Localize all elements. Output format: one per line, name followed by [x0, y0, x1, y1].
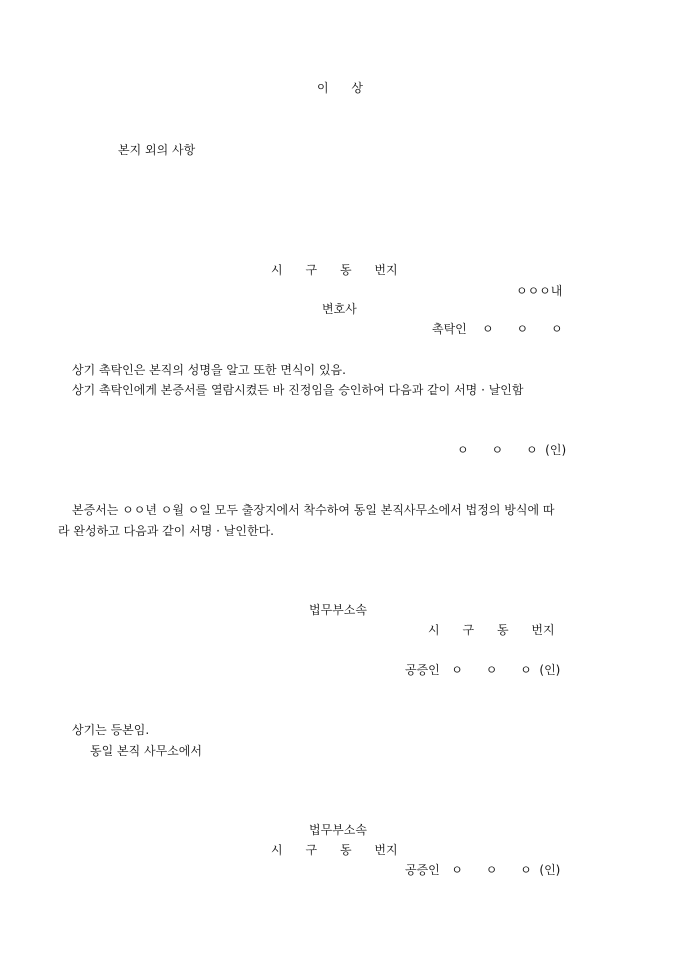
signature-line: ㅇ ㅇ ㅇ (인) — [457, 443, 567, 457]
statement-line: 상기 촉탁인은 본직의 성명을 알고 또한 면식이 있음. — [72, 363, 346, 377]
certified-note: 상기는 등본임. — [72, 723, 150, 737]
address-line: 시 구 동 번지 — [271, 263, 398, 277]
body-paragraph: 라 완성하고 다음과 같이 서명 · 날인한다. — [58, 524, 274, 538]
address-line: 시 구 동 번지 — [428, 623, 555, 637]
certified-place: 동일 본직 사무소에서 — [90, 744, 202, 758]
address-line: 시 구 동 번지 — [271, 843, 398, 857]
outside-note: 본지 외의 사항 — [118, 143, 196, 157]
lawyer-label: 변호사 — [322, 302, 357, 316]
agent-line: ㅇㅇㅇ내 — [516, 284, 563, 298]
proxy-name: 촉탁인 ㅇ ㅇ ㅇ — [432, 322, 563, 336]
doc-title: 이 상 — [316, 81, 364, 95]
office-label: 법무부소속 — [309, 603, 367, 617]
statement-line: 상기 촉탁인에게 본증서를 열람시켰든 바 진정임을 승인하여 다음과 같이 서명 · 날인함 — [72, 383, 524, 397]
notary-signature: 공증인 ㅇ ㅇ ㅇ (인) — [405, 863, 561, 877]
body-paragraph: 본증서는 ㅇㅇ년 ㅇ월 ㅇ일 모두 출장지에서 착수하여 동일 본직사무소에서 법정의 방식에 따 — [72, 503, 555, 517]
notary-signature: 공증인 ㅇ ㅇ ㅇ (인) — [405, 663, 561, 677]
office-label: 법무부소속 — [309, 823, 367, 837]
